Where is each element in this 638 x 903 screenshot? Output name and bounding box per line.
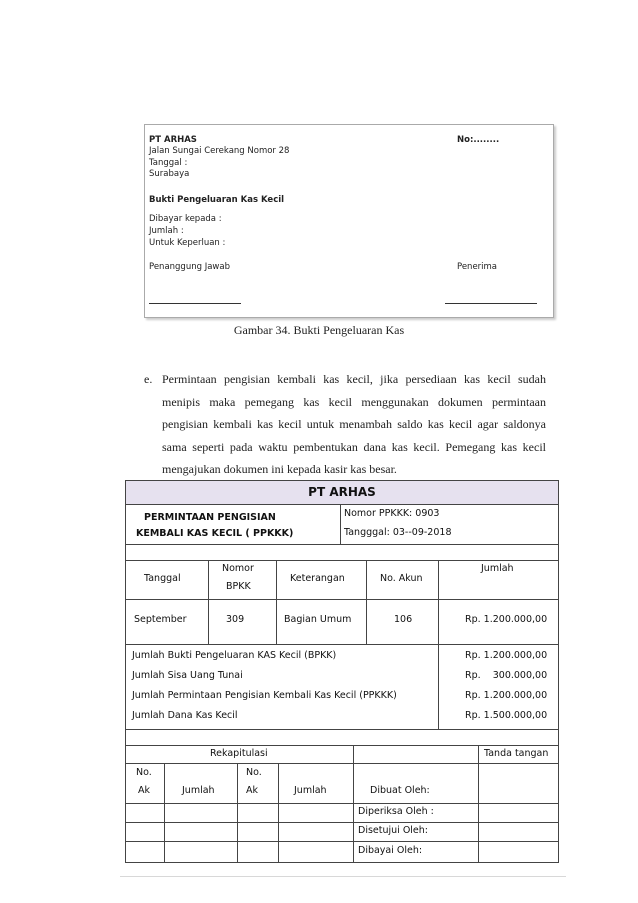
receipt-paid-to: Dibayar kepada :: [149, 214, 222, 224]
form-number: Nomor PPKKK: 0903: [344, 508, 440, 519]
header-no-akun: No. Akun: [380, 573, 423, 584]
recap-approved-by: Disetujui Oleh:: [358, 825, 428, 836]
summary-label-1: Jumlah Bukti Pengeluaran KAS Kecil (BPKK): [132, 650, 337, 661]
summary-value-1: Rp. 1.200.000,00: [465, 650, 548, 661]
receipt-address: Jalan Sungai Cerekang Nomor 28: [149, 146, 290, 156]
ppkkk-form: [125, 480, 559, 863]
receipt-receiver: Penerima: [457, 262, 498, 272]
recap-title: Rekapitulasi: [210, 748, 268, 759]
header-bpkk: BPKK: [226, 581, 251, 592]
form-title-line1: PERMINTAAN PENGISIAN: [144, 512, 276, 523]
summary-label-4: Jumlah Dana Kas Kecil: [132, 710, 238, 721]
receipt-company: PT ARHAS: [149, 135, 197, 145]
summary-label-2: Jumlah Sisa Uang Tunai: [132, 670, 243, 681]
header-jumlah: Jumlah: [481, 563, 514, 574]
recap-ak-2: Ak: [246, 785, 259, 796]
receipt-purpose: Untuk Keperluan :: [149, 238, 226, 248]
recap-no-2: No.: [246, 767, 262, 778]
receiver-signature-line: [445, 303, 537, 304]
receipt-city: Surabaya: [149, 169, 190, 179]
responsible-signature-line: [149, 303, 241, 304]
row-jumlah: Rp. 1.200.000,00: [465, 614, 548, 625]
row-keterangan: Bagian Umum: [284, 614, 352, 625]
form-company: PT ARHAS: [308, 485, 376, 499]
recap-made-by: Dibuat Oleh:: [370, 785, 430, 796]
body-paragraph: [144, 368, 546, 481]
row-tanggal: September: [134, 614, 187, 625]
figure-caption: Gambar 34. Bukti Pengeluaran Kas: [233, 323, 405, 337]
petty-cash-receipt: [144, 124, 554, 318]
form-title-line2: KEMBALI KAS KECIL ( PPKKK): [136, 528, 294, 539]
recap-no-1: No.: [136, 767, 152, 778]
header-keterangan: Keterangan: [290, 573, 345, 584]
paragraph-text: Permintaan pengisian kembali kas kecil, jika persediaan kas kecil sudah menipis maka pemegang kas kecil menggunakan dokumen permintaan pengisian kembali kas kecil untuk menambah saldo kas kecil agar saldonya sama seperti pada waktu pembentukan dana kas kecil. Pemegang kas kecil mengajukan dokumen ini kepada kasir kas besar.: [162, 372, 546, 476]
form-date: Tangggal: 03--09-2018: [344, 527, 452, 538]
summary-value-3: Rp. 1.200.000,00: [465, 690, 548, 701]
recap-jumlah-2: Jumlah: [294, 785, 327, 796]
list-marker: e.: [144, 372, 153, 386]
recap-jumlah-1: Jumlah: [182, 785, 215, 796]
receipt-title: Bukti Pengeluaran Kas Kecil: [149, 195, 285, 205]
recap-signature: Tanda tangan: [484, 748, 549, 759]
recap-ak-1: Ak: [138, 785, 151, 796]
recap-paid-by: Dibayai Oleh:: [358, 845, 423, 856]
summary-value-4: Rp. 1.500.000,00: [465, 710, 548, 721]
receipt-number: No:........: [457, 135, 500, 145]
header-tanggal: Tanggal: [144, 573, 181, 584]
row-nomor: 309: [226, 614, 245, 625]
recap-checked-by: Diperiksa Oleh :: [358, 806, 434, 817]
summary-label-3: Jumlah Permintaan Pengisian Kembali Kas Kecil (PPKKK): [132, 690, 397, 701]
receipt-date-label: Tanggal :: [149, 158, 188, 168]
row-no-akun: 106: [394, 614, 413, 625]
page-footer-rule: [120, 876, 566, 877]
summary-value-2: Rp. 300.000,00: [465, 670, 548, 681]
header-nomor: Nomor: [222, 563, 254, 574]
receipt-responsible: Penanggung Jawab: [149, 262, 230, 272]
receipt-amount: Jumlah :: [149, 226, 184, 236]
